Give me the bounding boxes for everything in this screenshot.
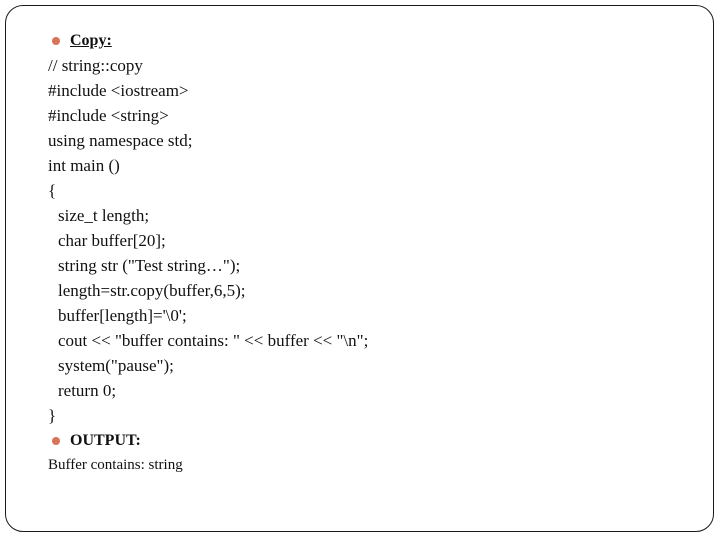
output-heading: OUTPUT: [70,431,141,449]
code-line: #include <string> [48,106,169,125]
code-line: return 0; [58,381,117,400]
code-line: buffer[length]='\0'; [58,306,187,325]
code-line: char buffer[20]; [58,231,166,250]
copy-heading: Copy: [70,31,112,49]
code-line: size_t length; [58,206,150,225]
code-line: int main () [48,156,120,175]
code-line: } [48,406,57,425]
output-heading-row [48,428,688,453]
slide-frame [5,5,714,532]
code-line: string str ("Test string…"); [58,256,241,275]
code-line: cout << "buffer contains: " << buffer << "\n"; [58,331,369,350]
copy-heading-row [48,28,688,53]
code-line: { [48,181,57,200]
bullet-icon [52,437,60,445]
code-line: length=str.copy(buffer,6,5); [58,281,246,300]
output-text: Buffer contains: string [48,457,183,473]
bullet-icon [52,37,60,45]
slide-content [48,28,688,478]
code-line: system("pause"); [58,356,174,375]
code-line: #include <iostream> [48,81,189,100]
code-line: using namespace std; [48,131,193,150]
code-line: // string::copy [48,56,143,75]
